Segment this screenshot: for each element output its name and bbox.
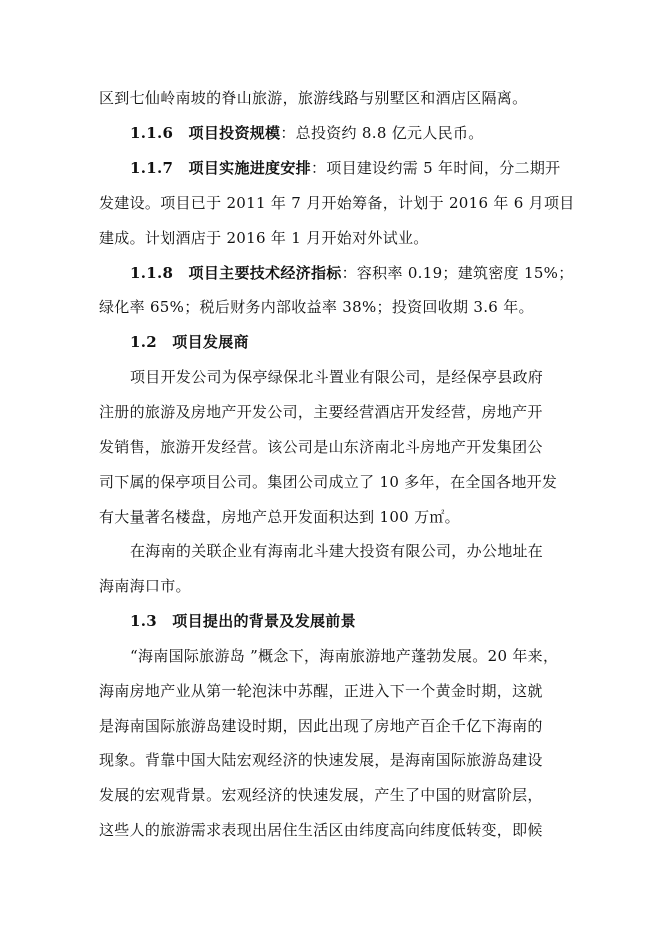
section-heading-line [130, 123, 484, 145]
line-text: ：总投资约 8.8 亿元人民币。 [280, 124, 484, 142]
paragraph-line [99, 716, 543, 738]
section-heading-line [130, 158, 560, 180]
paragraph-line [99, 507, 460, 529]
paragraph-line [99, 785, 543, 807]
line-text: “海南国际旅游岛 ”概念下，海南旅游地产蓬勃发展。20 年来， [130, 647, 559, 665]
line-text: 发建设。项目已于 2011 年 7 月开始筹备，计划于 2016 年 6 月项目 [99, 194, 575, 212]
section-heading-line [130, 611, 356, 633]
line-text: 海南房地产业从第一轮泡沫中苏醒，正进入下一个黄金时期，这就 [99, 682, 543, 700]
paragraph-line [99, 820, 543, 842]
line-text: 在海南的关联企业有海南北斗建大投资有限公司，办公地址在 [130, 542, 544, 560]
paragraph-line [99, 750, 543, 772]
paragraph-line [99, 297, 534, 319]
section-heading: 1.2 项目发展商 [130, 333, 249, 351]
line-text: 现象。背靠中国大陆宏观经济的快速发展，是海南国际旅游岛建设 [99, 751, 543, 769]
paragraph-line [99, 437, 543, 459]
paragraph-line [99, 228, 429, 250]
line-text: 区到七仙岭南坡的脊山旅游，旅游线路与别墅区和酒店区隔离。 [99, 89, 528, 107]
line-text: 司下属的保亭项目公司。集团公司成立了 10 多年，在全国各地开发 [99, 473, 558, 491]
line-text: 绿化率 65%；税后财务内部收益率 38%；投资回收期 3.6 年。 [99, 298, 534, 316]
line-text: 项目开发公司为保亭绿保北斗置业有限公司，是经保亭县政府 [130, 368, 544, 386]
paragraph-line [130, 646, 558, 668]
line-text: 这些人的旅游需求表现出居住生活区由纬度高向纬度低转变，即候 [99, 821, 543, 839]
line-text: 海南海口市。 [99, 577, 191, 595]
section-heading: 1.1.6 项目投资规模 [130, 124, 281, 142]
line-text: 发展的宏观背景。宏观经济的快速发展，产生了中国的财富阶层， [99, 786, 543, 804]
paragraph-line [99, 472, 557, 494]
section-heading: 1.1.8 项目主要技术经济指标 [130, 264, 342, 282]
line-text: 建成。计划酒店于 2016 年 1 月开始对外试业。 [99, 229, 429, 247]
line-text: ：项目建设约需 5 年时间，分二期开 [310, 159, 561, 177]
line-text: 是海南国际旅游岛建设时期，因此出现了房地产百企千亿下海南的 [99, 717, 543, 735]
section-heading: 1.1.7 项目实施进度安排 [130, 159, 311, 177]
paragraph-line [130, 367, 543, 389]
paragraph-line [99, 576, 191, 598]
paragraph-line [99, 681, 543, 703]
section-heading-line [130, 263, 574, 285]
line-text: ：容积率 0.19；建筑密度 15%； [341, 264, 574, 282]
paragraph-line [130, 541, 543, 563]
line-text: 发销售，旅游开发经营。该公司是山东济南北斗房地产开发集团公 [99, 438, 543, 456]
line-text: 有大量著名楼盘，房地产总开发面积达到 100 万㎡。 [99, 508, 460, 526]
section-heading-line [130, 332, 249, 354]
paragraph-line [99, 193, 575, 215]
paragraph-line [99, 402, 543, 424]
section-heading: 1.3 项目提出的背景及发展前景 [130, 612, 356, 630]
line-text: 注册的旅游及房地产开发公司，主要经营酒店开发经营，房地产开 [99, 403, 543, 421]
paragraph-line [99, 88, 527, 110]
